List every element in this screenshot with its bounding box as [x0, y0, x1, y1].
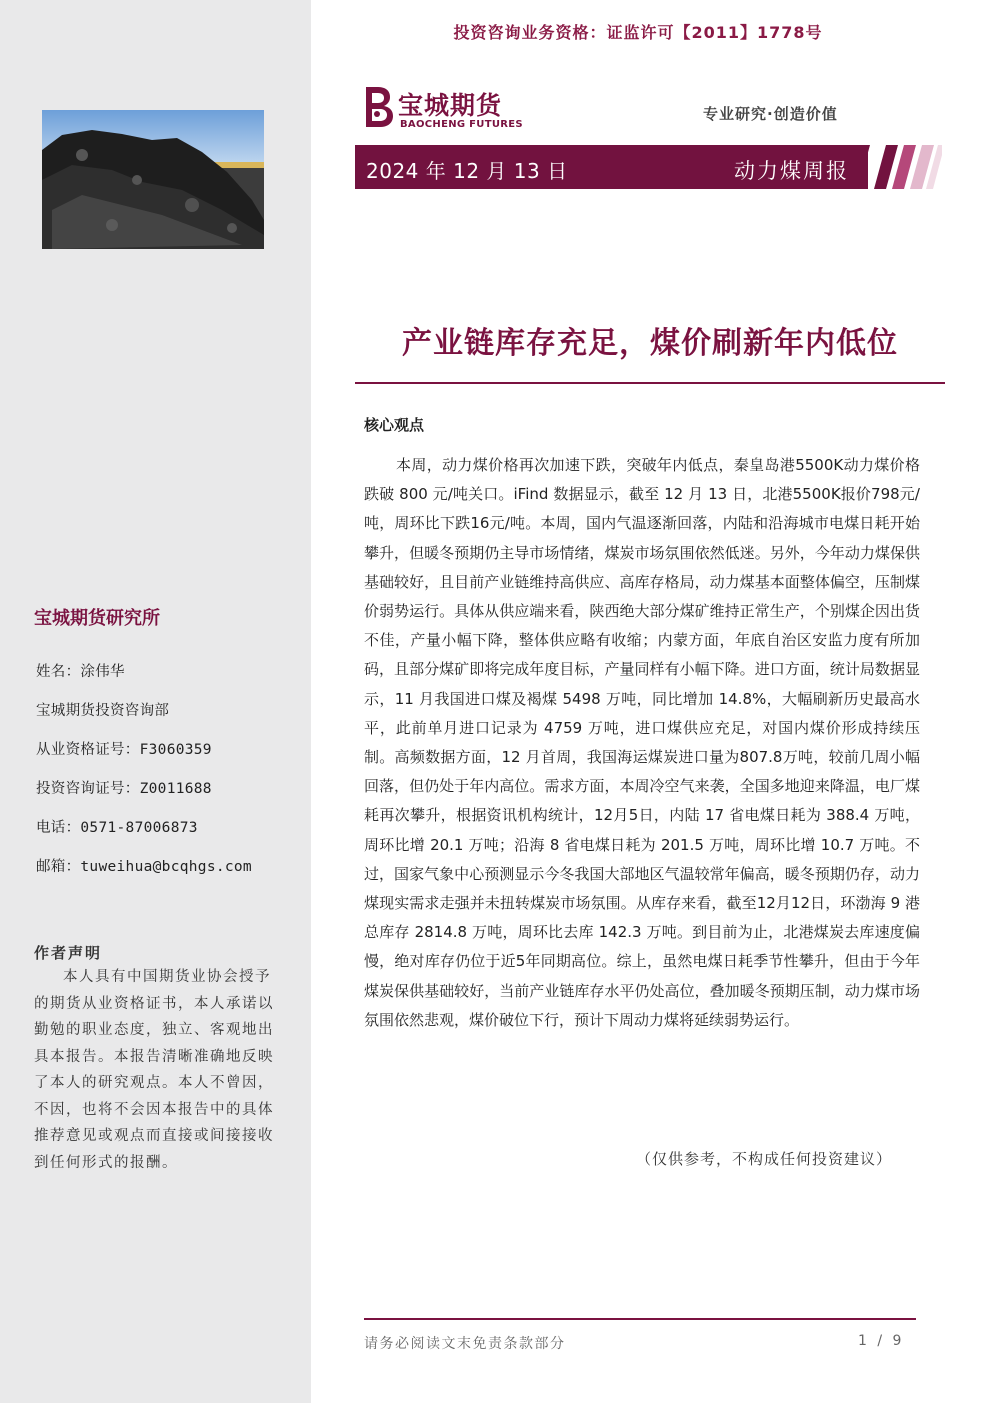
headline-divider — [355, 382, 945, 384]
report-type: 动力煤周报 — [734, 159, 849, 183]
footer-divider — [364, 1318, 916, 1320]
consulting-license: 投资咨询证号：Z0011688 — [36, 781, 212, 797]
report-date: 2024 年 12 月 13 日 — [366, 159, 568, 183]
slogan: 专业研究·创造价值 — [703, 105, 838, 123]
core-view-title: 核心观点 — [364, 416, 425, 434]
report-headline: 产业链库存充足，煤价刷新年内低位 — [402, 326, 898, 361]
sidebar — [0, 0, 311, 1403]
department: 宝城期货投资咨询部 — [36, 703, 170, 719]
declaration-body: 本人具有中国期货业协会授予的期货从业资格证书，本人承诺以勤勉的职业态度，独立、客观地出具本报告。本报告清晰准确地反映了本人的研究观点。本人不曾因，不因，也将不会因本报告中的具体推荐意见或观点而直接或间接接收到任何形式的报酬。 — [34, 969, 274, 1171]
practice-license: 从业资格证号：F3060359 — [36, 742, 212, 758]
license-text: 投资咨询业务资格：证监许可【2011】1778号 — [453, 23, 823, 42]
core-view-body: 本周，动力煤价格再次加速下跌，突破年内低点，秦皇岛港5500K动力煤价格跌破 800 元/吨关口。iFind 数据显示，截至 12 月 13 日，北港5500K报价798元/吨，周环比下跌16元/吨。本周，国内气温逐渐回落，内陆和沿海城市电煤日耗开始攀升，但暖冬预期仍主导市场情绪，煤炭市场氛围依然低迷。另外，今年动力煤保供基础较好，且目前产业链维持高供应、高库存格局，动力煤基本面整体偏空，压制煤价弱势运行。具体从供应端来看，陕西绝大部分煤矿维持正常生产，个别煤企因出货不佳，产量小幅下降，整体供应略有收缩；内蒙方面，年底自治区安监力度有所加码，且部分煤矿即将完成年度目标，产量同样有小幅下降。进口方面，统计局数据显示，11 月我国进口煤及褐煤 5498 万吨，同比增加 14.8%，大幅刷新历史最高水平，此前单月进口记录为 4759 万吨，进口煤供应充足，对国内煤价形成持续压制。高频数据方面，12 月首周，我国海运煤炭进口量为807.8万吨，较前几周小幅回落，但仍处于年内高位。需求方面，本周冷空气来袭，全国多地迎来降温，电厂煤耗再次攀升，根据资讯机构统计，12月5日，内陆 17 省电煤日耗为 388.4 万吨，周环比增 20.1 万吨；沿海 8 省电煤日耗为 201.5 万吨，周环比增 10.7 万吨。不过，国家气象中心预测显示今冬我国大部地区气温较常年偏高，暖冬预期仍存，动力煤现实需求走强并未扭转煤炭市场氛围。从库存来看，截至12月12日，环渤海 9 港总库存 2814.8 万吨，周环比去库 142.3 万吨。到目前为止，北港煤炭去库速度偏慢，绝对库存仍位于近5年同期高位。综上，虽然电煤日耗季节性攀升，但由于今年煤炭保供基础较好，当前产业链库存水平仍处高位，叠加暖冬预期压制，动力煤市场氛围依然悲观，煤价破位下行，预计下周动力煤将延续弱势运行。 — [364, 456, 920, 1029]
disclaimer: （仅供参考，不构成任何投资建议） — [636, 1150, 893, 1168]
license-line — [0, 20, 992, 43]
author-name: 姓名：涂伟华 — [36, 664, 125, 680]
declaration-title: 作者声明 — [34, 944, 103, 962]
footer-note: 请务必阅读文末免责条款部分 — [364, 1336, 566, 1352]
email[interactable]: 邮箱：tuweihua@bcqhgs.com — [36, 859, 252, 875]
page-number: 1 / 9 — [858, 1333, 905, 1349]
baocheng-logo-icon — [360, 83, 396, 131]
institute-name: 宝城期货研究所 — [34, 608, 160, 629]
coal-pile-photo — [42, 110, 264, 249]
banner-stripes — [858, 145, 942, 189]
logo-chinese: 宝城期货 — [398, 91, 503, 120]
logo-english: BAOCHENG FUTURES — [400, 119, 523, 130]
phone: 电话：0571-87006873 — [36, 820, 198, 836]
